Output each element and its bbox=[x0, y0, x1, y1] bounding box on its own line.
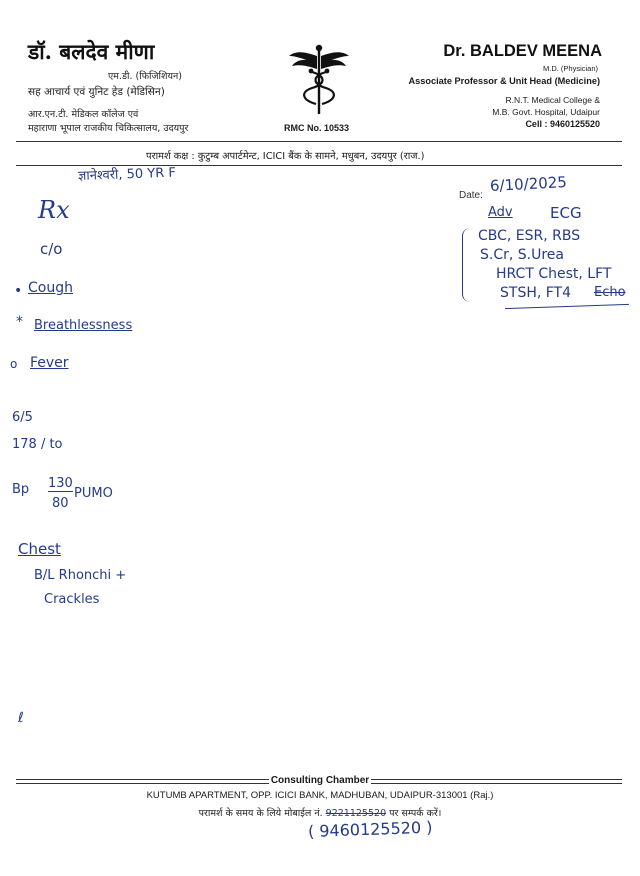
complaint-item: Fever bbox=[30, 355, 69, 371]
doctor-cell-number: Cell : 9460125520 bbox=[525, 119, 600, 129]
caduceus-icon bbox=[286, 42, 352, 121]
doctor-name-hindi: डॉ. बलदेव मीणा bbox=[28, 39, 155, 64]
chest-finding: B/L Rhonchi + bbox=[34, 568, 127, 583]
margin-mark: ℓ bbox=[18, 710, 24, 726]
consulting-address-hindi: परामर्श कक्ष : कुटुम्ब अपार्टमेन्ट, ICICI बैंक के सामने, मधुबन, उदयपुर (राज.) bbox=[146, 151, 425, 162]
doctor-degree-hindi: एम.डी. (फिजिशियन) bbox=[108, 71, 182, 82]
advice-bracket bbox=[462, 228, 477, 302]
header-divider-top bbox=[16, 141, 622, 142]
footer-address: KUTUMB APARTMENT, OPP. ICICI BANK, MADHUBAN, UDAIPUR-313001 (Raj.) bbox=[146, 790, 494, 801]
footer-contact-prefix: परामर्श के समय के लिये मोबाईल नं. bbox=[198, 808, 323, 819]
doctor-degree-english: M.D. (Physician) bbox=[542, 64, 598, 73]
footer-contact-number: 9221125520 bbox=[325, 808, 387, 819]
institution-line1-english: R.N.T. Medical College & bbox=[505, 95, 600, 105]
chest-heading: Chest bbox=[18, 540, 61, 558]
vital-reading: 178 / to bbox=[12, 437, 63, 452]
date-value: 6/10/2025 bbox=[489, 172, 568, 195]
complaint-bullet: o bbox=[10, 357, 18, 371]
institution-line2-english: M.B. Govt. Hospital, Udaipur bbox=[492, 107, 600, 117]
date-label: Date: bbox=[459, 190, 483, 201]
advice-tests: HRCT Chest, LFT bbox=[496, 266, 612, 282]
doctor-title-english: Associate Professor & Unit Head (Medicine) bbox=[408, 76, 600, 86]
complaint-item: Cough bbox=[28, 280, 73, 296]
advice-tests: CBC, ESR, RBS bbox=[478, 228, 581, 244]
bp-diastolic: 80 bbox=[52, 496, 69, 511]
doctor-name-english: Dr. BALDEV MEENA bbox=[443, 42, 602, 60]
rx-symbol: Rx bbox=[38, 196, 70, 224]
doctor-title-hindi: सह आचार्य एवं युनिट हेड (मेडिसिन) bbox=[28, 86, 165, 98]
complaints-heading: c/o bbox=[40, 240, 63, 258]
bp-systolic: 130 bbox=[48, 476, 73, 491]
complaint-bullet: * bbox=[16, 314, 23, 330]
advice-tests: STSH, FT4 bbox=[500, 285, 572, 301]
footer-chamber-wrap bbox=[0, 775, 640, 786]
advice-tests: S.Cr, S.Urea bbox=[480, 247, 564, 263]
advice-ecg: ECG bbox=[550, 204, 582, 222]
handwritten-phone-number: ( 9460125520 ) bbox=[307, 817, 433, 841]
institution-line1-hindi: आर.एन.टी. मेडिकल कॉलेज एवं bbox=[28, 109, 139, 120]
bp-label: Bp bbox=[12, 482, 30, 497]
vital-note: PUMO bbox=[74, 486, 113, 501]
chest-finding: Crackles bbox=[44, 592, 100, 607]
advice-heading: Adv bbox=[488, 205, 513, 220]
footer-contact bbox=[0, 806, 640, 819]
footer-contact-suffix: पर सम्पर्क करें। bbox=[389, 808, 442, 819]
footer-chamber-label: Consulting Chamber bbox=[270, 775, 370, 786]
advice-struck-test: Echo bbox=[594, 285, 626, 300]
institution-line2-hindi: महाराणा भूपाल राजकीय चिकित्सालय, उदयपुर bbox=[28, 123, 189, 134]
advice-underline bbox=[505, 304, 629, 309]
complaint-item: Breathlessness bbox=[34, 318, 133, 333]
complaint-bullet: • bbox=[14, 283, 23, 299]
patient-name: ज्ञानेश्वरी, 50 YR F bbox=[77, 165, 177, 184]
rmc-number: RMC No. 10533 bbox=[284, 123, 350, 133]
vital-reading: 6/5 bbox=[12, 410, 33, 425]
